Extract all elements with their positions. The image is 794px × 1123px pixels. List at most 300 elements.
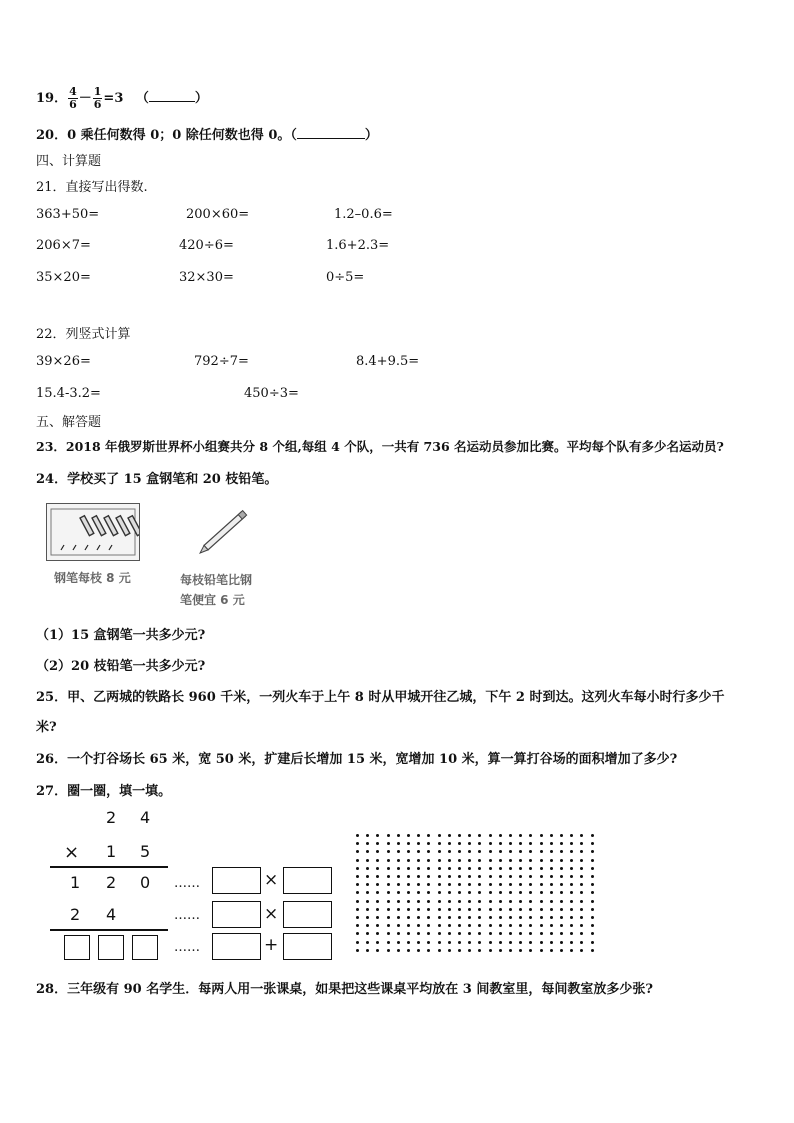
fill-box[interactable] <box>283 933 332 960</box>
dot <box>407 850 410 853</box>
dot <box>560 932 563 935</box>
dot <box>438 842 441 845</box>
dot <box>540 924 543 927</box>
dot <box>560 949 563 952</box>
dot <box>448 924 451 927</box>
multiplier-digit: 1 <box>106 842 117 861</box>
dot <box>387 834 390 837</box>
dot <box>356 850 359 853</box>
dot <box>438 908 441 911</box>
dot <box>560 859 563 862</box>
dot <box>519 842 522 845</box>
calc-cell: 206×7= <box>36 238 91 253</box>
dot <box>499 908 502 911</box>
dot <box>489 941 492 944</box>
dot <box>529 908 532 911</box>
dot <box>366 859 369 862</box>
dot <box>519 859 522 862</box>
dot <box>519 916 522 919</box>
dot <box>417 900 420 903</box>
dot <box>509 850 512 853</box>
dot <box>448 949 451 952</box>
question-22-title: 22．列竖式计算 <box>36 327 131 342</box>
dot <box>478 941 481 944</box>
dot <box>387 949 390 952</box>
dot <box>438 941 441 944</box>
dot <box>417 941 420 944</box>
dot <box>438 900 441 903</box>
partial-product-digit: 2 <box>106 873 117 892</box>
dot <box>560 850 563 853</box>
dot <box>366 842 369 845</box>
dot <box>499 867 502 870</box>
dot <box>509 867 512 870</box>
dot <box>540 883 543 886</box>
dot <box>489 859 492 862</box>
fraction-4-6: $\frac{4}{6}$ <box>69 85 77 111</box>
calc-cell: 32×30= <box>179 270 234 285</box>
dot <box>478 867 481 870</box>
dot <box>560 875 563 878</box>
dot <box>417 883 420 886</box>
dot <box>417 850 420 853</box>
dot <box>438 834 441 837</box>
dot <box>448 900 451 903</box>
dot <box>458 850 461 853</box>
dot <box>366 932 369 935</box>
dot <box>499 859 502 862</box>
dot <box>407 883 410 886</box>
dot <box>376 867 379 870</box>
dot <box>458 883 461 886</box>
dot <box>478 916 481 919</box>
dot <box>591 916 594 919</box>
dot <box>489 891 492 894</box>
dot <box>529 875 532 878</box>
partial-product-digit: 1 <box>70 873 81 892</box>
dot <box>489 875 492 878</box>
dot <box>529 916 532 919</box>
multiply-sign: × <box>264 904 279 924</box>
dot <box>376 941 379 944</box>
calc-cell: 1.2–0.6= <box>334 207 393 222</box>
dot <box>570 891 573 894</box>
dot <box>540 941 543 944</box>
dot <box>509 859 512 862</box>
dot <box>458 908 461 911</box>
divider-line <box>50 929 168 931</box>
dot <box>356 867 359 870</box>
dot <box>550 891 553 894</box>
dot <box>407 842 410 845</box>
dot <box>591 900 594 903</box>
dot <box>376 883 379 886</box>
pencil-price-caption-line1: 每枝铅笔比钢 <box>180 573 253 587</box>
dot <box>499 891 502 894</box>
dot <box>591 867 594 870</box>
dot <box>468 834 471 837</box>
dot <box>387 891 390 894</box>
dot <box>387 916 390 919</box>
dot <box>376 949 379 952</box>
dot <box>468 900 471 903</box>
answer-digit-box[interactable] <box>98 935 124 960</box>
dot <box>560 908 563 911</box>
question-27-title: 27．圈一圈，填一填。 <box>36 784 172 799</box>
partial-product-digit: 4 <box>106 905 117 924</box>
dot <box>550 908 553 911</box>
dot <box>407 916 410 919</box>
dot <box>438 850 441 853</box>
dot <box>560 867 563 870</box>
dot <box>550 916 553 919</box>
section-4-heading: 四、计算题 <box>36 154 102 169</box>
dot <box>478 908 481 911</box>
dot <box>591 924 594 927</box>
dot <box>580 900 583 903</box>
dot <box>580 941 583 944</box>
dot <box>397 850 400 853</box>
dot <box>570 883 573 886</box>
dot <box>356 941 359 944</box>
pencil-price-caption-line2: 笔便宜 6 元 <box>180 593 245 607</box>
dot <box>427 916 430 919</box>
dot <box>560 924 563 927</box>
multiply-sign: × <box>264 870 279 890</box>
dot <box>448 891 451 894</box>
partial-product-digit: 2 <box>70 905 81 924</box>
pen-box-image <box>46 503 140 561</box>
dot <box>509 908 512 911</box>
dot <box>591 842 594 845</box>
dot <box>397 842 400 845</box>
dot <box>570 916 573 919</box>
dot <box>509 924 512 927</box>
dot <box>438 932 441 935</box>
dot <box>468 924 471 927</box>
dot <box>427 867 430 870</box>
dot <box>591 883 594 886</box>
dot <box>376 908 379 911</box>
dot <box>591 850 594 853</box>
dot <box>489 842 492 845</box>
dot <box>427 941 430 944</box>
dot <box>519 891 522 894</box>
dot <box>519 883 522 886</box>
fill-box[interactable] <box>212 933 261 960</box>
dot <box>509 842 512 845</box>
dot <box>458 891 461 894</box>
dot <box>366 834 369 837</box>
answer-blank-20[interactable] <box>297 138 365 139</box>
answer-digit-box[interactable] <box>132 935 158 960</box>
dot <box>376 875 379 878</box>
question-25-line1: 25．甲、乙两城的铁路长 960 千米，一列火车于上午 8 时从甲城开往乙城，下午 2 时到达。这列火车每小时行多少千 <box>36 690 725 705</box>
dot <box>417 932 420 935</box>
dot <box>489 916 492 919</box>
dot <box>427 908 430 911</box>
dot <box>489 908 492 911</box>
dot <box>427 924 430 927</box>
dot <box>529 859 532 862</box>
dot <box>478 932 481 935</box>
dot <box>580 932 583 935</box>
dot <box>550 932 553 935</box>
dot <box>580 859 583 862</box>
answer-digit-box[interactable] <box>64 935 90 960</box>
dot <box>570 842 573 845</box>
dot <box>387 859 390 862</box>
dot <box>407 924 410 927</box>
dot <box>489 932 492 935</box>
dot <box>448 875 451 878</box>
plus-sign: + <box>264 935 279 955</box>
dot <box>387 900 390 903</box>
dot <box>580 924 583 927</box>
dot <box>458 859 461 862</box>
dot <box>407 932 410 935</box>
dot <box>468 908 471 911</box>
dot <box>417 875 420 878</box>
dot <box>499 941 502 944</box>
dot <box>407 908 410 911</box>
dot <box>366 949 369 952</box>
dot <box>438 891 441 894</box>
dot <box>407 900 410 903</box>
dot <box>366 916 369 919</box>
dot <box>448 883 451 886</box>
dot <box>529 941 532 944</box>
dot <box>448 850 451 853</box>
dot <box>417 924 420 927</box>
dot <box>478 875 481 878</box>
ellipsis: …… <box>174 908 200 923</box>
divider-line <box>50 866 168 868</box>
dot <box>448 916 451 919</box>
dot <box>468 916 471 919</box>
dot <box>468 859 471 862</box>
dot <box>417 949 420 952</box>
dot <box>529 883 532 886</box>
dot <box>458 941 461 944</box>
dot <box>397 834 400 837</box>
fill-box[interactable] <box>283 867 332 894</box>
dot <box>591 941 594 944</box>
dot <box>509 891 512 894</box>
ellipsis: …… <box>174 876 200 891</box>
dot <box>550 900 553 903</box>
dot <box>499 916 502 919</box>
dot <box>529 900 532 903</box>
dot <box>397 883 400 886</box>
dot <box>458 867 461 870</box>
dot <box>478 850 481 853</box>
fill-box[interactable] <box>212 867 261 894</box>
dot <box>580 949 583 952</box>
dot <box>417 916 420 919</box>
multiplicand-digit: 4 <box>140 808 151 827</box>
dot <box>550 949 553 952</box>
dot <box>458 875 461 878</box>
dot <box>468 891 471 894</box>
dot <box>468 842 471 845</box>
answer-blank-19[interactable] <box>149 101 195 102</box>
dot <box>591 834 594 837</box>
dot-array[interactable] <box>356 834 600 958</box>
dot <box>356 916 359 919</box>
dot <box>540 850 543 853</box>
dot <box>540 900 543 903</box>
dot <box>519 850 522 853</box>
dot <box>366 924 369 927</box>
pen-price-caption: 钢笔每枝 8 元 <box>54 571 131 585</box>
dot <box>540 875 543 878</box>
dot <box>458 924 461 927</box>
dot <box>529 949 532 952</box>
dot <box>376 834 379 837</box>
dot <box>540 908 543 911</box>
dot <box>499 875 502 878</box>
dot <box>448 834 451 837</box>
dot <box>570 941 573 944</box>
dot <box>489 949 492 952</box>
dot <box>376 891 379 894</box>
dot <box>448 867 451 870</box>
dot <box>519 932 522 935</box>
dot <box>427 850 430 853</box>
dot <box>509 900 512 903</box>
dot <box>550 859 553 862</box>
dot <box>387 924 390 927</box>
vertical-calc-cell: 792÷7= <box>194 354 249 369</box>
dot <box>570 834 573 837</box>
dot <box>407 834 410 837</box>
pencil-icon <box>190 503 262 559</box>
dot <box>570 875 573 878</box>
dot <box>580 842 583 845</box>
dot <box>489 867 492 870</box>
dot <box>356 859 359 862</box>
dot <box>366 883 369 886</box>
dot <box>356 883 359 886</box>
dot <box>387 867 390 870</box>
dot <box>570 900 573 903</box>
dot <box>478 924 481 927</box>
dot <box>499 842 502 845</box>
question-24-sub1: （1）15 盒钢笔一共多少元? <box>36 628 206 643</box>
dot <box>387 850 390 853</box>
dot <box>478 900 481 903</box>
dot <box>519 941 522 944</box>
dot <box>580 883 583 886</box>
fill-box[interactable] <box>283 901 332 928</box>
dot <box>397 941 400 944</box>
dot <box>387 883 390 886</box>
dot <box>387 842 390 845</box>
dot <box>519 924 522 927</box>
dot <box>448 842 451 845</box>
dot <box>580 891 583 894</box>
dot <box>356 924 359 927</box>
dot <box>509 834 512 837</box>
dot <box>570 932 573 935</box>
fill-box[interactable] <box>212 901 261 928</box>
dot <box>407 949 410 952</box>
dot <box>438 875 441 878</box>
dot <box>489 834 492 837</box>
dot <box>376 924 379 927</box>
dot <box>529 891 532 894</box>
dot <box>499 834 502 837</box>
question-26: 26．一个打谷场长 65 米，宽 50 米，扩建后长增加 15 米，宽增加 10 米，算一算打谷场的面积增加了多少? <box>36 752 678 767</box>
dot <box>550 883 553 886</box>
dot <box>489 850 492 853</box>
dot <box>550 842 553 845</box>
dot <box>458 949 461 952</box>
dot <box>591 949 594 952</box>
dot <box>570 850 573 853</box>
dot <box>356 908 359 911</box>
dot <box>468 949 471 952</box>
dot <box>560 891 563 894</box>
question-21-title: 21．直接写出得数. <box>36 180 148 195</box>
dot <box>550 850 553 853</box>
dot <box>489 883 492 886</box>
dot <box>458 932 461 935</box>
dot <box>397 949 400 952</box>
dot <box>591 859 594 862</box>
dot <box>591 875 594 878</box>
dot <box>550 941 553 944</box>
dot <box>540 949 543 952</box>
dot <box>489 900 492 903</box>
dot <box>560 916 563 919</box>
dot <box>509 883 512 886</box>
question-23: 23．2018 年俄罗斯世界杯小组赛共分 8 个组,每组 4 个队，一共有 736 名运动员参加比赛。平均每个队有多少名运动员? <box>36 439 724 454</box>
dot <box>560 842 563 845</box>
dot <box>387 908 390 911</box>
question-25-line2: 米? <box>36 720 57 735</box>
dot <box>529 867 532 870</box>
calc-cell: 35×20= <box>36 270 91 285</box>
dot <box>570 867 573 870</box>
dot <box>591 891 594 894</box>
dot <box>448 859 451 862</box>
dot <box>540 859 543 862</box>
dot <box>376 932 379 935</box>
pencil-image <box>190 503 262 559</box>
dot <box>427 842 430 845</box>
dot <box>540 932 543 935</box>
dot <box>427 834 430 837</box>
dot <box>387 941 390 944</box>
dot <box>509 949 512 952</box>
dot <box>397 891 400 894</box>
dot <box>356 932 359 935</box>
dot <box>397 932 400 935</box>
vertical-calc-cell: 15.4-3.2= <box>36 386 101 401</box>
multiplier-digit: 5 <box>140 842 151 861</box>
dot <box>427 859 430 862</box>
dot <box>407 867 410 870</box>
dot <box>550 867 553 870</box>
dot <box>509 932 512 935</box>
dot <box>448 932 451 935</box>
dot <box>560 900 563 903</box>
dot <box>417 842 420 845</box>
dot <box>407 941 410 944</box>
dot <box>478 891 481 894</box>
